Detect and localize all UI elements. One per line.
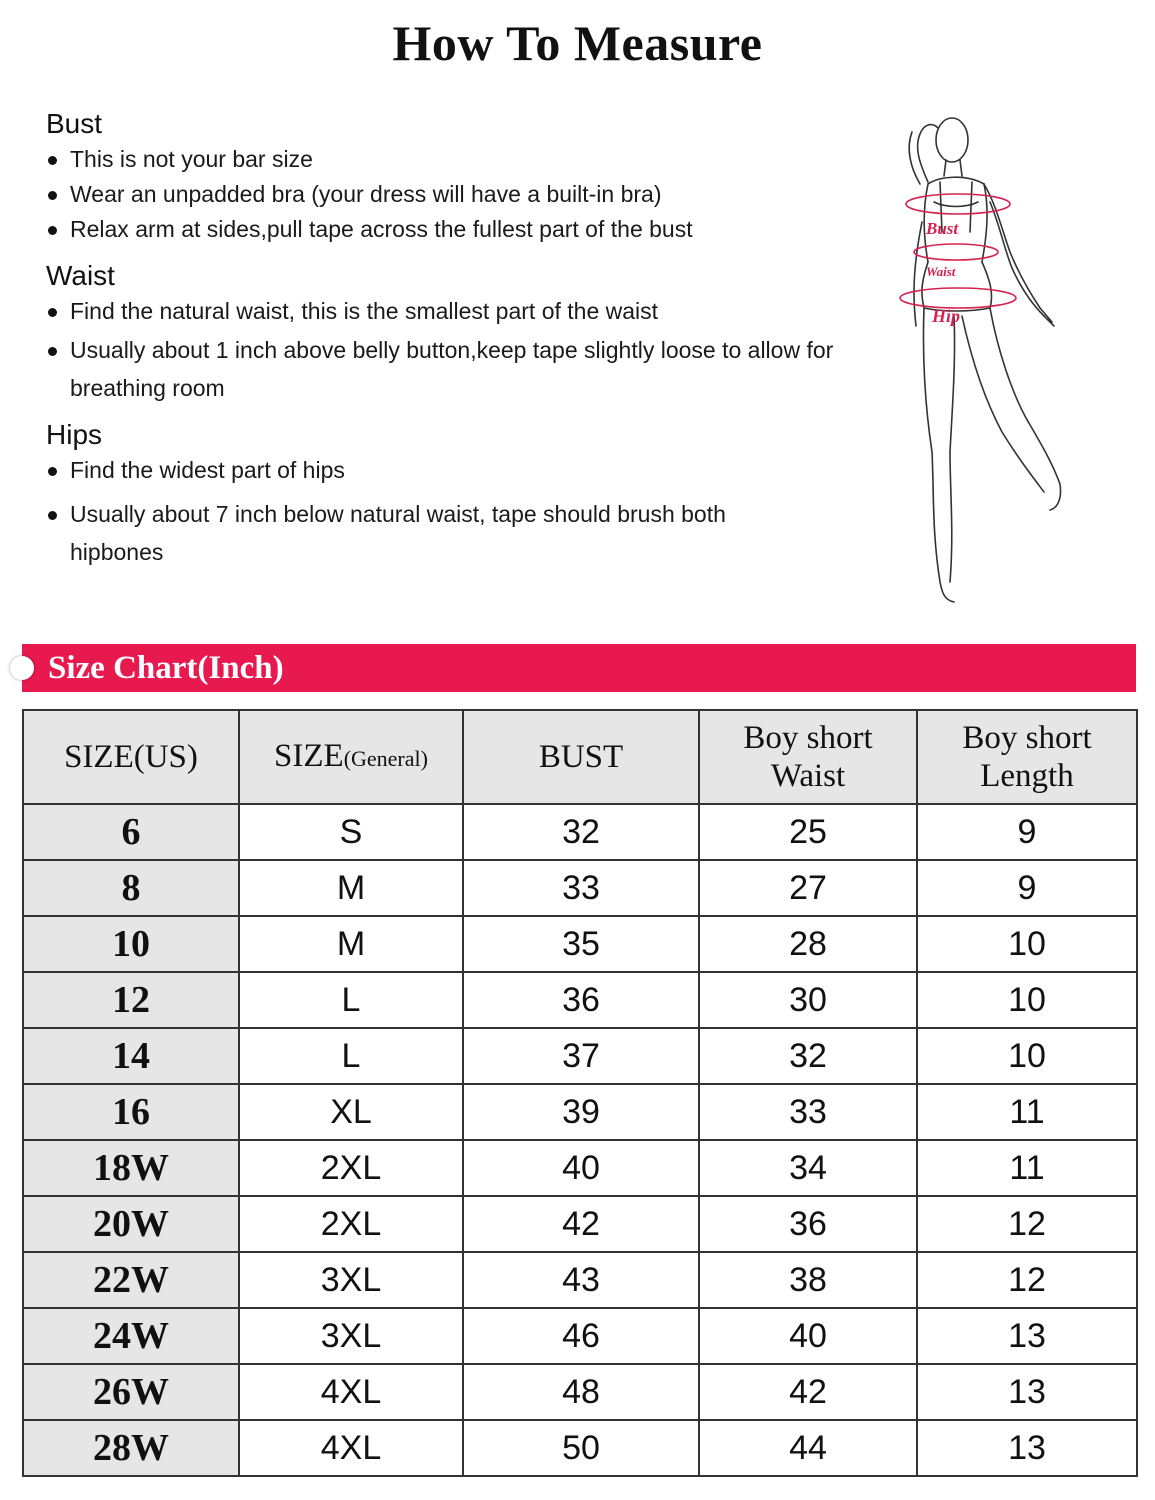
cell-waist: 32 <box>699 1028 917 1084</box>
cell-length: 11 <box>917 1084 1137 1140</box>
cell-waist: 30 <box>699 972 917 1028</box>
cell-length: 13 <box>917 1308 1137 1364</box>
waist-heading: Waist <box>46 260 115 291</box>
cell-general: L <box>239 972 463 1028</box>
header-size-us: SIZE(US) <box>23 710 239 804</box>
bullet-icon <box>48 191 57 200</box>
cell-us: 12 <box>23 972 239 1028</box>
cell-bust: 43 <box>463 1252 699 1308</box>
cell-length: 9 <box>917 860 1137 916</box>
header-size-general-sub: (General) <box>343 745 428 771</box>
list-item <box>46 179 846 209</box>
table-row <box>23 1084 1137 1140</box>
cell-general: 4XL <box>239 1364 463 1420</box>
cell-length: 13 <box>917 1364 1137 1420</box>
cell-waist: 25 <box>699 804 917 860</box>
header-waist-text: Boy short Waist <box>743 720 873 794</box>
waist-label: Waist <box>926 264 956 279</box>
header-length <box>917 710 1137 804</box>
list-item-text: Usually about 7 inch below natural waist, tape should brush both hipbones <box>70 501 726 565</box>
cell-waist: 40 <box>699 1308 917 1364</box>
list-item-text: Find the natural waist, this is the smallest part of the waist <box>70 298 659 324</box>
cell-waist: 38 <box>699 1252 917 1308</box>
cell-us: 10 <box>23 916 239 972</box>
cell-bust: 46 <box>463 1308 699 1364</box>
bullet-icon <box>48 156 57 165</box>
list-item <box>46 214 846 244</box>
list-item <box>46 144 846 174</box>
bullet-icon <box>48 308 57 317</box>
bust-section <box>46 108 846 244</box>
cell-us: 18W <box>23 1140 239 1196</box>
cell-general: M <box>239 860 463 916</box>
cell-general: S <box>239 804 463 860</box>
measure-guide <box>46 108 846 583</box>
cell-general: 3XL <box>239 1252 463 1308</box>
cell-us: 8 <box>23 860 239 916</box>
cell-length: 11 <box>917 1140 1137 1196</box>
table-row <box>23 804 1137 860</box>
cell-us: 28W <box>23 1420 239 1476</box>
cell-bust: 50 <box>463 1420 699 1476</box>
list-item-text: Relax arm at sides,pull tape across the fullest part of the bust <box>70 216 693 242</box>
cell-bust: 48 <box>463 1364 699 1420</box>
size-chart-body <box>23 804 1137 1476</box>
cell-us: 16 <box>23 1084 239 1140</box>
cell-length: 10 <box>917 916 1137 972</box>
table-row <box>23 1028 1137 1084</box>
table-row <box>23 916 1137 972</box>
cell-waist: 27 <box>699 860 917 916</box>
header-length-text: Boy short Length <box>962 720 1092 794</box>
header-waist <box>699 710 917 804</box>
cell-waist: 44 <box>699 1420 917 1476</box>
cell-general: 2XL <box>239 1196 463 1252</box>
cell-bust: 36 <box>463 972 699 1028</box>
list-item <box>46 455 846 485</box>
cell-us: 26W <box>23 1364 239 1420</box>
waist-list <box>46 296 846 407</box>
cell-waist: 28 <box>699 916 917 972</box>
hip-label: Hip <box>932 306 961 326</box>
cell-bust: 32 <box>463 804 699 860</box>
bullet-icon <box>48 347 57 356</box>
cell-general: XL <box>239 1084 463 1140</box>
table-row <box>23 1252 1137 1308</box>
header-bust: BUST <box>463 710 699 804</box>
cell-bust: 39 <box>463 1084 699 1140</box>
cell-us: 20W <box>23 1196 239 1252</box>
cell-general: L <box>239 1028 463 1084</box>
cell-bust: 37 <box>463 1028 699 1084</box>
cell-waist: 33 <box>699 1084 917 1140</box>
hips-list <box>46 455 846 571</box>
cell-waist: 36 <box>699 1196 917 1252</box>
list-item <box>46 495 780 571</box>
bullet-icon <box>48 467 57 476</box>
list-item <box>46 331 846 407</box>
cell-length: 10 <box>917 972 1137 1028</box>
cell-general: 2XL <box>239 1140 463 1196</box>
size-chart-table <box>22 709 1138 1477</box>
size-chart-banner <box>22 644 1136 692</box>
bust-heading: Bust <box>46 108 103 139</box>
cell-length: 9 <box>917 804 1137 860</box>
table-row <box>23 1196 1137 1252</box>
cell-length: 10 <box>917 1028 1137 1084</box>
cell-bust: 35 <box>463 916 699 972</box>
cell-general: 4XL <box>239 1420 463 1476</box>
cell-general: M <box>239 916 463 972</box>
bust-list <box>46 144 846 244</box>
header-size-general-main: SIZE <box>274 737 344 774</box>
cell-us: 14 <box>23 1028 239 1084</box>
list-item <box>46 296 846 326</box>
header-size-general <box>239 710 463 804</box>
circle-icon <box>10 656 34 680</box>
cell-us: 6 <box>23 804 239 860</box>
cell-bust: 40 <box>463 1140 699 1196</box>
cell-us: 24W <box>23 1308 239 1364</box>
table-row <box>23 1420 1137 1476</box>
size-chart-title: Size Chart(Inch) <box>48 650 284 686</box>
cell-waist: 42 <box>699 1364 917 1420</box>
table-row <box>23 1308 1137 1364</box>
cell-general: 3XL <box>239 1308 463 1364</box>
cell-bust: 42 <box>463 1196 699 1252</box>
page-title: How To Measure <box>392 15 763 71</box>
cell-length: 13 <box>917 1420 1137 1476</box>
cell-us: 22W <box>23 1252 239 1308</box>
cell-waist: 34 <box>699 1140 917 1196</box>
list-item-text: This is not your bar size <box>70 146 313 172</box>
waist-section <box>46 260 846 407</box>
bullet-icon <box>48 226 57 235</box>
list-item-text: Usually about 1 inch above belly button,keep tape slightly loose to allow for breathing room <box>70 337 834 401</box>
table-row <box>23 1364 1137 1420</box>
bullet-icon <box>48 511 57 520</box>
cell-bust: 33 <box>463 860 699 916</box>
body-measurement-figure <box>862 112 1077 607</box>
table-row <box>23 972 1137 1028</box>
list-item-text: Find the widest part of hips <box>70 457 345 483</box>
cell-length: 12 <box>917 1196 1137 1252</box>
hips-section <box>46 419 846 571</box>
table-row <box>23 1140 1137 1196</box>
table-header-row <box>23 710 1137 804</box>
bust-label: Bust <box>926 219 959 238</box>
list-item-text: Wear an unpadded bra (your dress will have a built-in bra) <box>70 181 662 207</box>
hips-heading: Hips <box>46 419 103 450</box>
table-row <box>23 860 1137 916</box>
cell-length: 12 <box>917 1252 1137 1308</box>
